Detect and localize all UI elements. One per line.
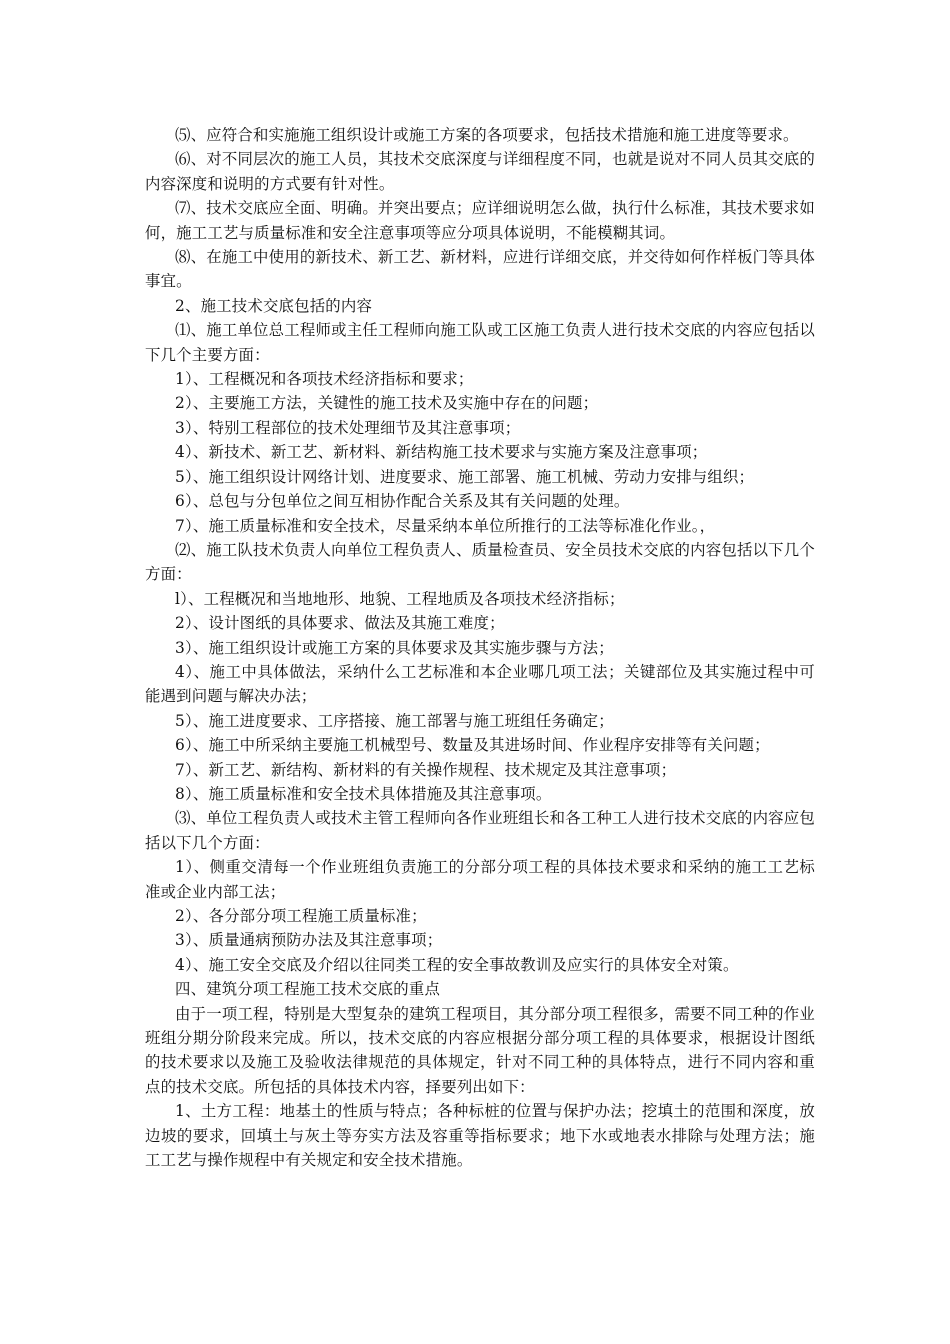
list-item: 4）、新技术、新工艺、新材料、新结构施工技术要求与实施方案及注意事项； [175,443,708,462]
list-item: 3）、质量通病预防办法及其注意事项； [175,931,443,950]
list-item: 1）、工程概况和各项技术经济指标和要求； [175,370,474,389]
list-item: 4）、施工中具体做法，采纳什么工艺标准和本企业哪几项工法；关键部位及其实施过程中可能遇到问题与解决办法； [145,662,815,706]
list-item: 2）、各分部分项工程施工质量标准； [175,907,427,925]
paragraph: 1、土方工程：地基土的性质与特点；各种标桩的位置与保护办法；挖填土的范围和深度，放边坡的要求，回填土与灰土等夯实方法及容重等指标要求；地下水或地表水排除与处理方法；施工工艺与操作规程中有关规定和安全技术措施。 [145,1102,815,1170]
list-item: 6）、总包与分包单位之间互相协作配合关系及其有关问题的处理。 [175,492,630,511]
section-heading: 2、施工技术交底包括的内容 [175,296,373,315]
list-item: 2）、主要施工方法，关键性的施工技术及实施中存在的问题； [175,394,599,413]
document-body [145,123,815,1172]
paragraph: ⑻、在施工中使用的新技术、新工艺、新材料，应进行详细交底，并交待如何作样板门等具体事宜。 [145,248,815,291]
list-item: 3）、特别工程部位的技术处理细节及其注意事项； [175,418,521,437]
paragraph: ⑴、施工单位总工程师或主任工程师向施工队或工区施工负责人进行技术交底的内容应包括以下几个主要方面： [145,321,815,364]
paragraph: ⑹、对不同层次的施工人员，其技术交底深度与详细程度不同，也就是说对不同人员其交底的内容深度和说明的方式要有针对性。 [145,150,815,193]
list-item: 5）、施工进度要求、工序搭接、施工部署与施工班组任务确定； [175,711,614,730]
paragraph: ⑸、应符合和实施施工组织设计或施工方案的各项要求，包括技术措施和施工进度等要求。 [175,126,799,144]
list-item: 5）、施工组织设计网络计划、进度要求、施工部署、施工机械、劳动力安排与组织； [175,467,755,486]
list-item: 7）、施工质量标准和安全技术，尽量采纳本单位所推行的工法等标准化作业。， [175,516,716,535]
paragraph: ⑺、技术交底应全面、明确。并突出要点；应详细说明怎么做，执行什么标准，其技术要求如何，施工工艺与质量标准和安全注意事项等应分项具体说明，不能模糊其词。 [145,199,815,242]
list-item: 3）、施工组织设计或施工方案的具体要求及其实施步骤与方法； [175,638,614,657]
paragraph: 由于一项工程，特别是大型复杂的建筑工程项目，其分部分项工程很多，需要不同工种的作业班组分期分阶段来完成。所以，技术交底的内容应根据分部分项工程的具体要求，根据设计图纸的技术要求以及施工及验收法律规范的具体规定，针对不同工种的具体特点，进行不同内容和重点的技术交底。所包括的具体技术内容，择要列出如下： [145,1004,815,1096]
list-item: 8）、施工质量标准和安全技术具体措施及其注意事项。 [175,784,552,803]
list-item: 7）、新工艺、新结构、新材料的有关操作规程、技术规定及其注意事项； [175,760,677,779]
list-item: l）、工程概况和当地地形、地貌、工程地质及各项技术经济指标； [175,589,625,608]
list-item: 6）、施工中所采纳主要施工机械型号、数量及其进场时间、作业程序安排等有关问题； [175,736,770,755]
section-heading: 四、建筑分项工程施工技术交底的重点 [175,980,441,999]
list-item: 4）、施工安全交底及介绍以往同类工程的安全事故教训及应实行的具体安全对策。 [175,955,739,974]
paragraph: ⑵、施工队技术负责人向单位工程负责人、质量检查员、安全员技术交底的内容包括以下几个方面： [145,540,815,584]
paragraph: ⑶、单位工程负责人或技术主管工程师向各作业班组长和各工种工人进行技术交底的内容应包括以下几个方面： [145,809,815,852]
list-item: 2）、设计图纸的具体要求、做法及其施工难度； [175,614,505,633]
list-item: 1）、侧重交清每一个作业班组负责施工的分部分项工程的具体技术要求和采纳的施工工艺标准或企业内部工法； [145,858,815,901]
